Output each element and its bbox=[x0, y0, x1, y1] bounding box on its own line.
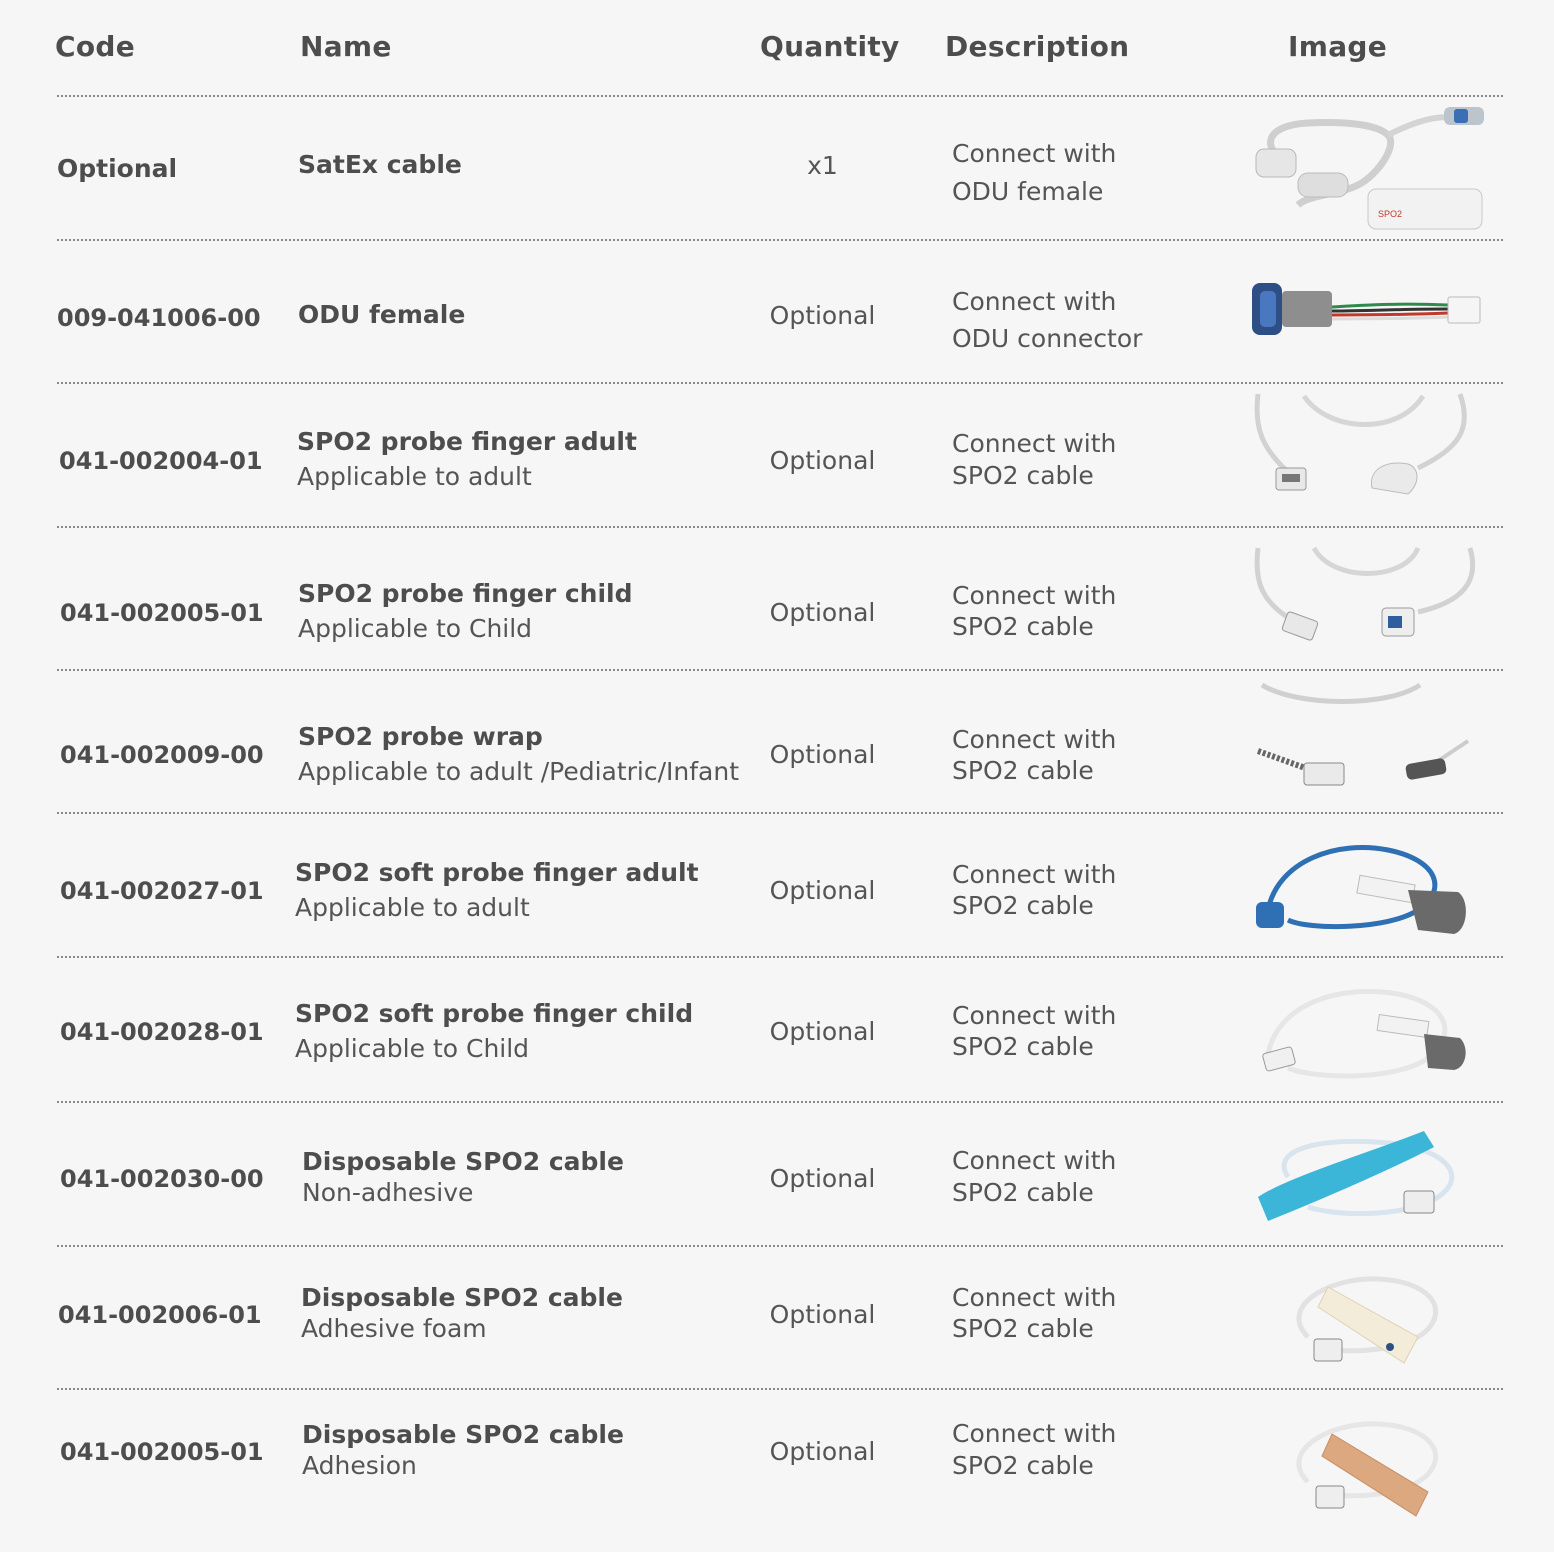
row-subtitle: Adhesion bbox=[302, 1451, 417, 1480]
satex-cable-icon bbox=[1248, 105, 1488, 233]
disposable-adhesive-foam-icon bbox=[1248, 1267, 1488, 1373]
row-name: Disposable SPO2 cable bbox=[302, 1147, 624, 1176]
row-name: ODU female bbox=[298, 300, 466, 329]
disposable-non-adhesive-icon bbox=[1248, 1117, 1488, 1231]
description-line-2: SPO2 cable bbox=[952, 1451, 1094, 1480]
header-code: Code bbox=[55, 30, 136, 63]
soft-probe-child-icon bbox=[1248, 984, 1488, 1090]
description-line-1: Connect with bbox=[952, 725, 1117, 754]
row-description bbox=[952, 283, 1142, 357]
row-description bbox=[952, 724, 1116, 786]
description-line-1: Connect with bbox=[952, 1419, 1117, 1448]
table-row bbox=[0, 671, 1554, 812]
row-description bbox=[952, 859, 1116, 921]
odu-female-connector-icon bbox=[1248, 277, 1488, 341]
table-row bbox=[0, 1247, 1554, 1388]
table-row bbox=[0, 1390, 1554, 1552]
table-row bbox=[0, 384, 1554, 526]
header-quantity: Quantity bbox=[760, 30, 900, 63]
description-line-2: SPO2 cable bbox=[952, 1314, 1094, 1343]
row-quantity: Optional bbox=[769, 740, 876, 769]
row-name-cell bbox=[298, 719, 748, 789]
row-name-cell bbox=[297, 424, 747, 494]
description-line-1: Connect with bbox=[952, 1001, 1117, 1030]
finger-probe-adult-icon bbox=[1248, 388, 1488, 508]
table-row bbox=[0, 1103, 1554, 1245]
row-name-cell bbox=[302, 1418, 752, 1480]
header-image: Image bbox=[1288, 30, 1388, 63]
row-name-cell bbox=[298, 297, 748, 333]
row-subtitle: Adhesive foam bbox=[301, 1314, 487, 1343]
description-line-1: Connect with bbox=[952, 429, 1117, 458]
row-name: SPO2 probe finger child bbox=[298, 579, 633, 608]
row-description bbox=[952, 428, 1116, 492]
row-description bbox=[952, 1000, 1116, 1062]
row-quantity: Optional bbox=[769, 446, 876, 475]
row-name-cell bbox=[295, 855, 745, 925]
description-line-2: SPO2 cable bbox=[952, 756, 1094, 785]
probe-wrap-icon bbox=[1248, 681, 1488, 801]
finger-probe-child-icon bbox=[1248, 542, 1488, 652]
row-description bbox=[952, 1418, 1116, 1482]
row-code: 041-002009-00 bbox=[60, 741, 264, 769]
row-subtitle: Applicable to adult /Pediatric/Infant bbox=[298, 757, 740, 786]
row-subtitle: Applicable to Child bbox=[295, 1034, 530, 1063]
header-name: Name bbox=[300, 30, 392, 63]
description-line-1: Connect with bbox=[952, 860, 1117, 889]
description-line-1: Connect with bbox=[952, 139, 1117, 168]
row-code: 041-002005-01 bbox=[60, 1438, 264, 1466]
row-name-cell bbox=[298, 576, 748, 646]
row-quantity: Optional bbox=[769, 876, 876, 905]
description-line-2: SPO2 cable bbox=[952, 891, 1094, 920]
row-name-cell bbox=[298, 147, 748, 183]
row-subtitle: Applicable to Child bbox=[298, 614, 533, 643]
row-code: 041-002004-01 bbox=[59, 447, 263, 475]
row-code: 041-002027-01 bbox=[60, 877, 264, 905]
table-row bbox=[0, 814, 1554, 956]
soft-probe-adult-icon bbox=[1248, 840, 1488, 940]
row-description bbox=[952, 1145, 1116, 1209]
table-row bbox=[0, 241, 1554, 382]
row-code: 041-002006-01 bbox=[58, 1301, 262, 1329]
svg-text:SPO2: SPO2 bbox=[1378, 209, 1403, 219]
row-name-cell bbox=[302, 1145, 752, 1207]
table-row bbox=[0, 528, 1554, 669]
description-line-1: Connect with bbox=[952, 581, 1117, 610]
row-name: Disposable SPO2 cable bbox=[301, 1283, 623, 1312]
row-quantity: Optional bbox=[769, 1017, 876, 1046]
row-subtitle: Applicable to adult bbox=[297, 462, 532, 491]
row-code: 041-002028-01 bbox=[60, 1018, 264, 1046]
row-name: Disposable SPO2 cable bbox=[302, 1420, 624, 1449]
table-row bbox=[0, 958, 1554, 1101]
table-row bbox=[0, 97, 1554, 239]
row-quantity: Optional bbox=[769, 1164, 876, 1193]
row-name-cell bbox=[301, 1281, 751, 1343]
description-line-2: SPO2 cable bbox=[952, 612, 1094, 641]
row-subtitle: Non-adhesive bbox=[302, 1178, 474, 1207]
table-header bbox=[0, 0, 1554, 96]
row-code: 009-041006-00 bbox=[57, 304, 261, 332]
description-line-2: ODU connector bbox=[952, 324, 1143, 353]
description-line-2: SPO2 cable bbox=[952, 1032, 1094, 1061]
row-description bbox=[952, 135, 1116, 211]
row-description bbox=[952, 580, 1116, 642]
description-line-2: SPO2 cable bbox=[952, 1178, 1094, 1207]
row-code: 041-002005-01 bbox=[60, 599, 264, 627]
header-description: Description bbox=[945, 30, 1130, 63]
row-name-cell bbox=[295, 996, 745, 1066]
disposable-adhesion-icon bbox=[1248, 1412, 1488, 1518]
description-line-2: SPO2 cable bbox=[952, 461, 1094, 490]
description-line-1: Connect with bbox=[952, 287, 1117, 316]
row-quantity: Optional bbox=[769, 1437, 876, 1466]
row-description bbox=[952, 1282, 1116, 1344]
row-quantity: Optional bbox=[769, 598, 876, 627]
description-line-2: ODU female bbox=[952, 177, 1104, 206]
row-quantity: x1 bbox=[807, 151, 838, 180]
row-name: SPO2 probe wrap bbox=[298, 722, 543, 751]
row-code: Optional bbox=[57, 154, 178, 183]
row-name: SPO2 probe finger adult bbox=[297, 427, 637, 456]
row-quantity: Optional bbox=[769, 301, 876, 330]
row-quantity: Optional bbox=[769, 1300, 876, 1329]
row-name: SatEx cable bbox=[298, 150, 462, 179]
row-subtitle: Applicable to adult bbox=[295, 893, 530, 922]
description-line-1: Connect with bbox=[952, 1146, 1117, 1175]
row-name: SPO2 soft probe finger child bbox=[295, 999, 694, 1028]
description-line-1: Connect with bbox=[952, 1283, 1117, 1312]
row-name: SPO2 soft probe finger adult bbox=[295, 858, 699, 887]
row-code: 041-002030-00 bbox=[60, 1165, 264, 1193]
